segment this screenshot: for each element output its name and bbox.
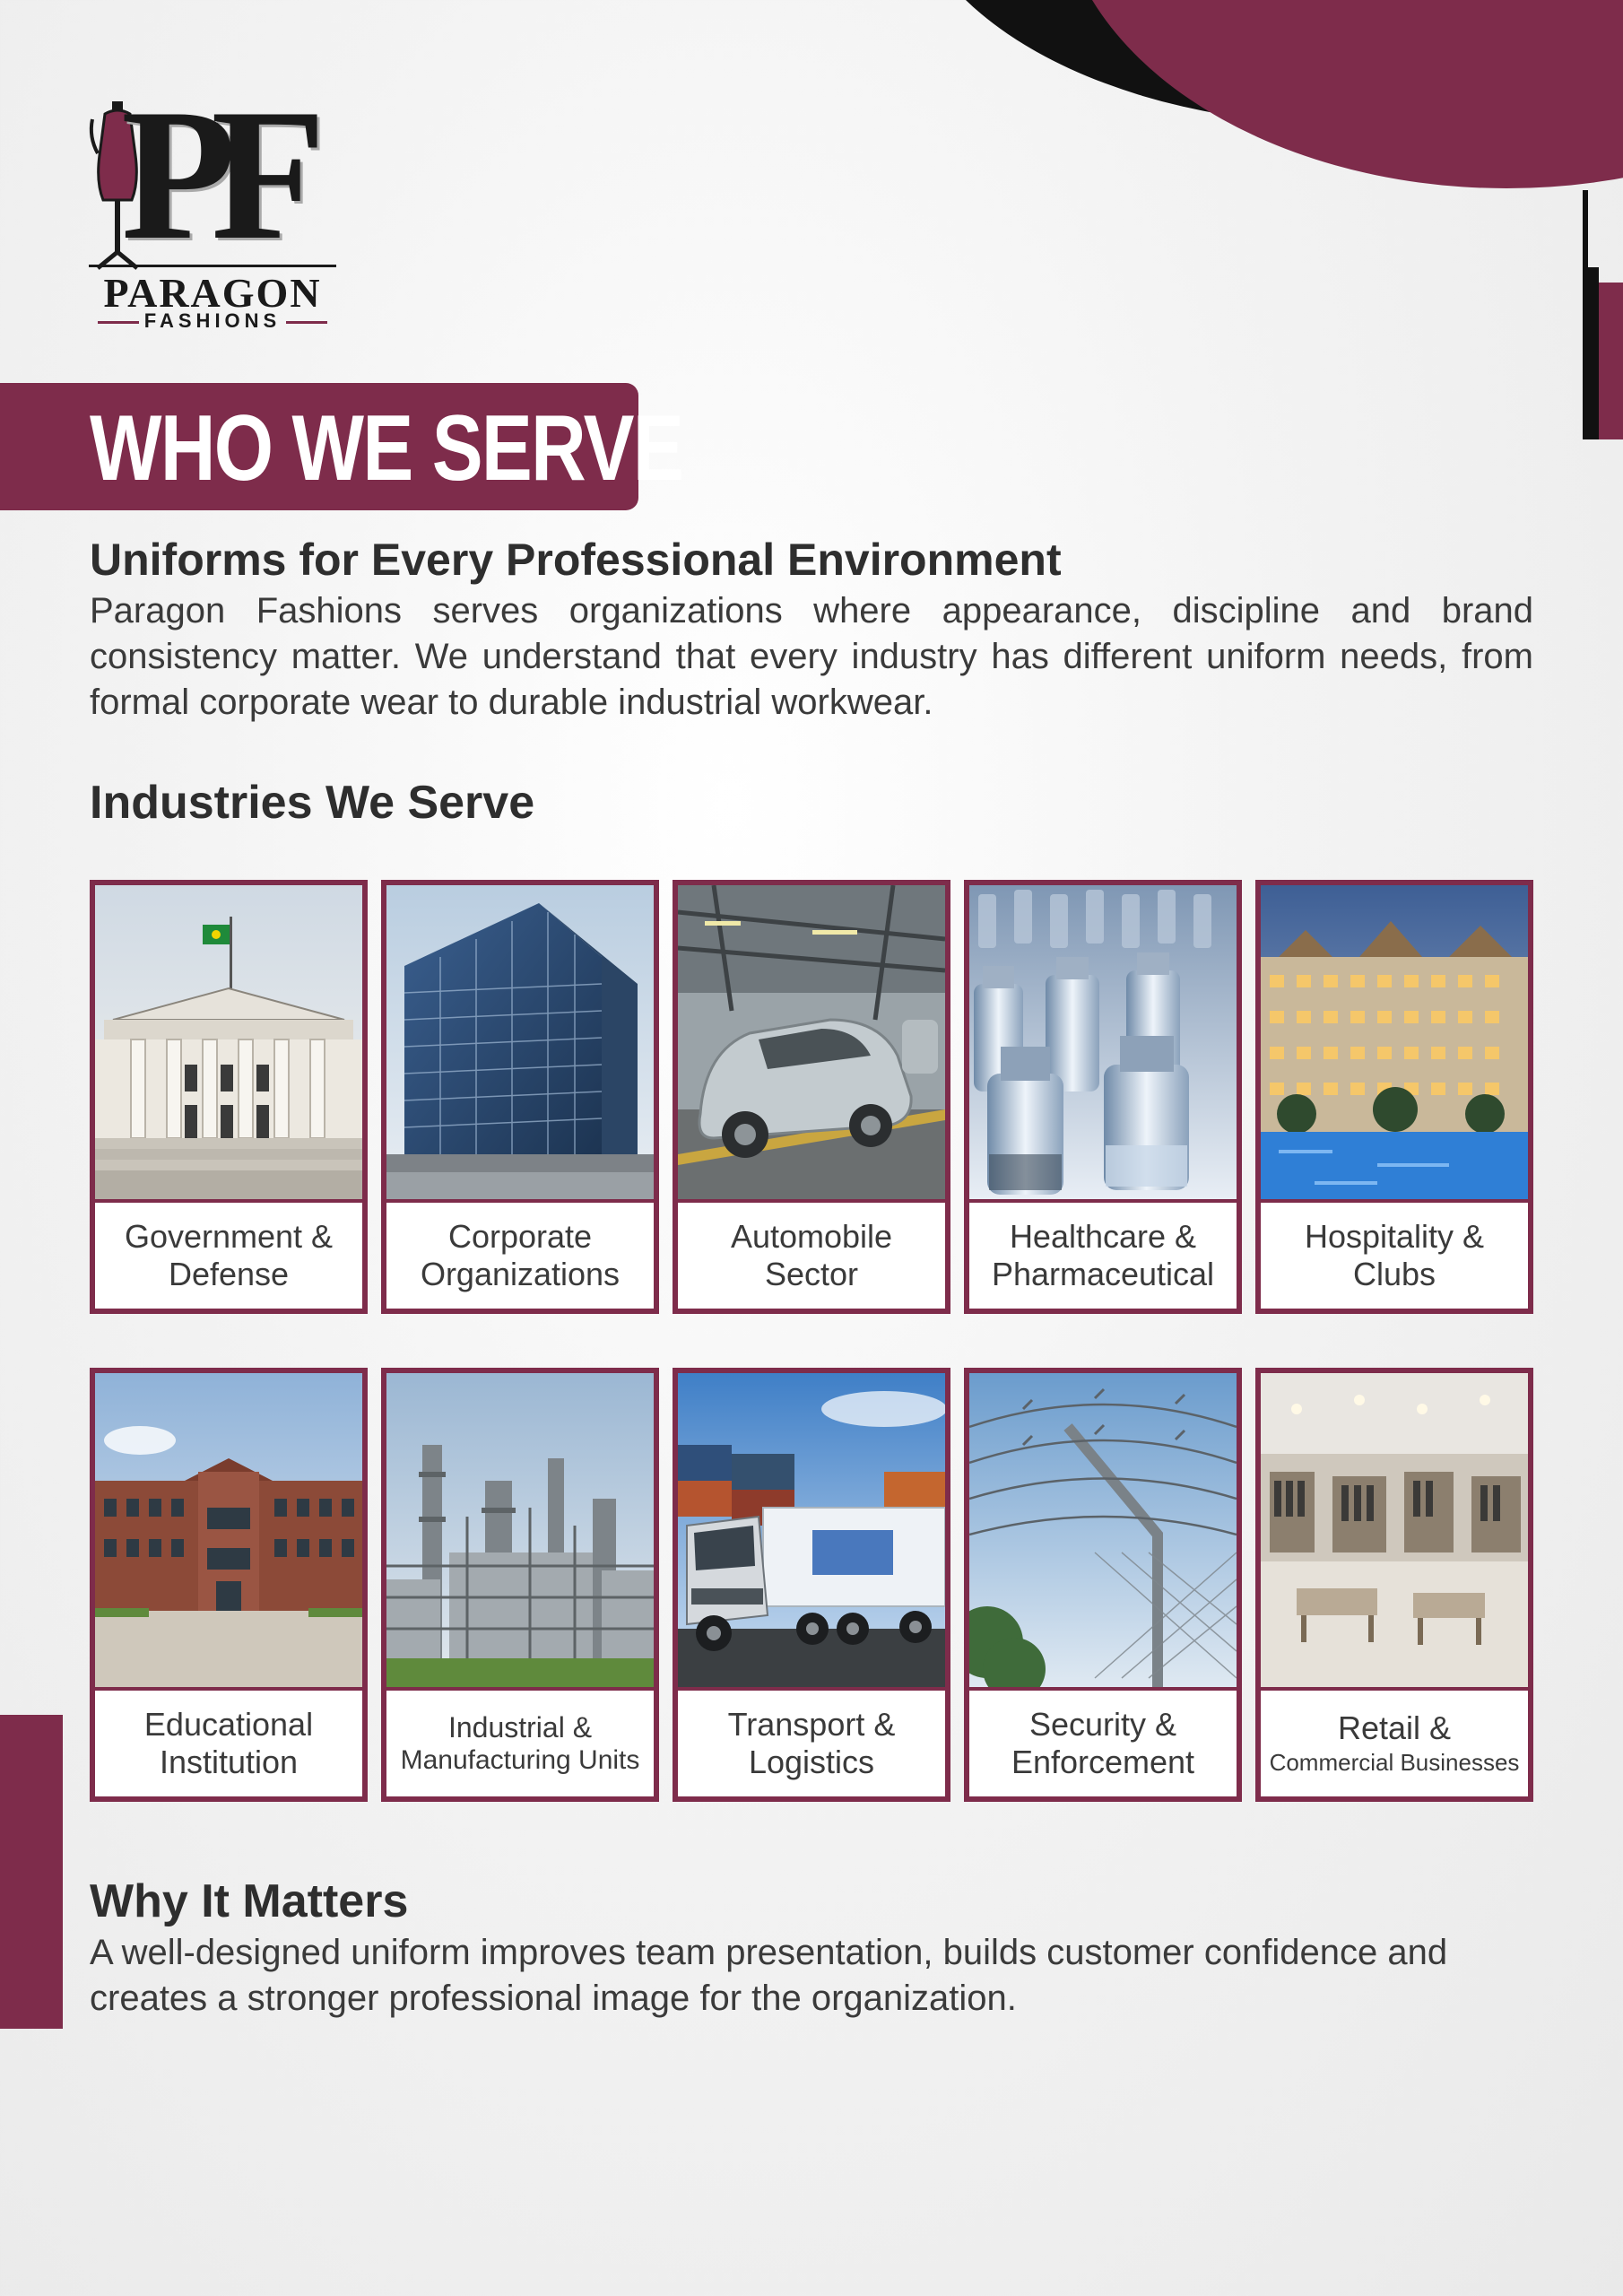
- government-building-image: [95, 885, 362, 1199]
- page-title: WHO WE SERVE: [90, 396, 683, 500]
- industry-label-line2: Commercial Businesses: [1269, 1749, 1520, 1776]
- industry-label-line2: Manufacturing Units: [400, 1745, 640, 1775]
- why-paragraph: A well-designed uniform improves team presentation, builds customer confidence and creates a stronger professional image for the organization.: [90, 1933, 1448, 2018]
- brand-logo: [85, 71, 341, 336]
- industry-label: [678, 1687, 945, 1796]
- industry-label-line2: Sector: [764, 1256, 859, 1292]
- car-assembly-line-image: [678, 885, 945, 1199]
- industry-label-line1: Healthcare &: [1009, 1218, 1197, 1255]
- office-tower-image: [386, 885, 654, 1199]
- industry-label-line2: Institution: [159, 1744, 299, 1780]
- industry-label-line2: Defense: [168, 1256, 290, 1292]
- industry-card-corporate: [381, 880, 659, 1314]
- industry-label: [1261, 1687, 1528, 1796]
- industry-card-industrial: [381, 1368, 659, 1802]
- intro-paragraph: Paragon Fashions serves organizations where appearance, discipline and brand consistency matter. We understand that every industry has different uniform needs, from formal corporate wear to durable industrial workwear.: [90, 591, 1533, 722]
- medicine-vials-image: [969, 885, 1237, 1199]
- logo-monogram: PF: [121, 71, 301, 279]
- refinery-plant-image: [386, 1373, 654, 1687]
- industry-label-line2: Logistics: [748, 1744, 875, 1780]
- logo-name: PARAGON: [89, 265, 336, 317]
- industry-label-line1: Government &: [124, 1218, 334, 1255]
- industry-label-line2: Enforcement: [1011, 1744, 1195, 1780]
- industry-card-transport: [673, 1368, 950, 1802]
- industry-label: [969, 1199, 1237, 1309]
- industry-label-line2: Pharmaceutical: [991, 1256, 1215, 1292]
- industry-card-government: [90, 880, 368, 1314]
- industry-card-healthcare: [964, 880, 1242, 1314]
- industry-label-line1: Hospitality &: [1304, 1218, 1485, 1255]
- industry-label-line2: Clubs: [1352, 1256, 1436, 1292]
- title-banner: [0, 383, 683, 510]
- industry-label: [1261, 1199, 1528, 1309]
- industry-label: [678, 1199, 945, 1309]
- industry-card-hospitality: [1255, 880, 1533, 1314]
- industry-label-line2: Organizations: [420, 1256, 621, 1292]
- industry-card-education: [90, 1368, 368, 1802]
- intro-heading: Uniforms for Every Professional Environment: [90, 535, 1062, 585]
- barbed-wire-fence-image: [969, 1373, 1237, 1687]
- industry-label-line1: Security &: [1028, 1706, 1177, 1743]
- industry-label-line1: Educational: [143, 1706, 314, 1743]
- cargo-truck-image: [678, 1373, 945, 1687]
- retail-store-image: [1261, 1373, 1528, 1687]
- industry-card-retail: [1255, 1368, 1533, 1802]
- right-maroon-bar: [1599, 283, 1623, 439]
- industry-label-line1: Transport &: [727, 1706, 896, 1743]
- industry-label-line1: Retail &: [1337, 1709, 1452, 1746]
- industry-card-security: [964, 1368, 1242, 1802]
- industry-label: [386, 1199, 654, 1309]
- industry-label: [95, 1199, 362, 1309]
- right-black-bar: [1583, 267, 1599, 439]
- industry-label: [969, 1687, 1237, 1796]
- resort-hotel-image: [1261, 885, 1528, 1199]
- industries-heading: Industries We Serve: [90, 777, 535, 829]
- left-maroon-bar: [0, 1715, 63, 2029]
- industry-label-line1: Corporate: [447, 1218, 593, 1255]
- campus-building-image: [95, 1373, 362, 1687]
- why-heading: Why It Matters: [90, 1875, 409, 1927]
- logo-tagline: FASHIONS: [89, 309, 336, 333]
- industry-label-line1: Automobile: [730, 1218, 893, 1255]
- industry-label-line1: Industrial &: [447, 1711, 593, 1744]
- industry-card-automobile: [673, 880, 950, 1314]
- industry-label: [95, 1687, 362, 1796]
- industry-label: [386, 1687, 654, 1796]
